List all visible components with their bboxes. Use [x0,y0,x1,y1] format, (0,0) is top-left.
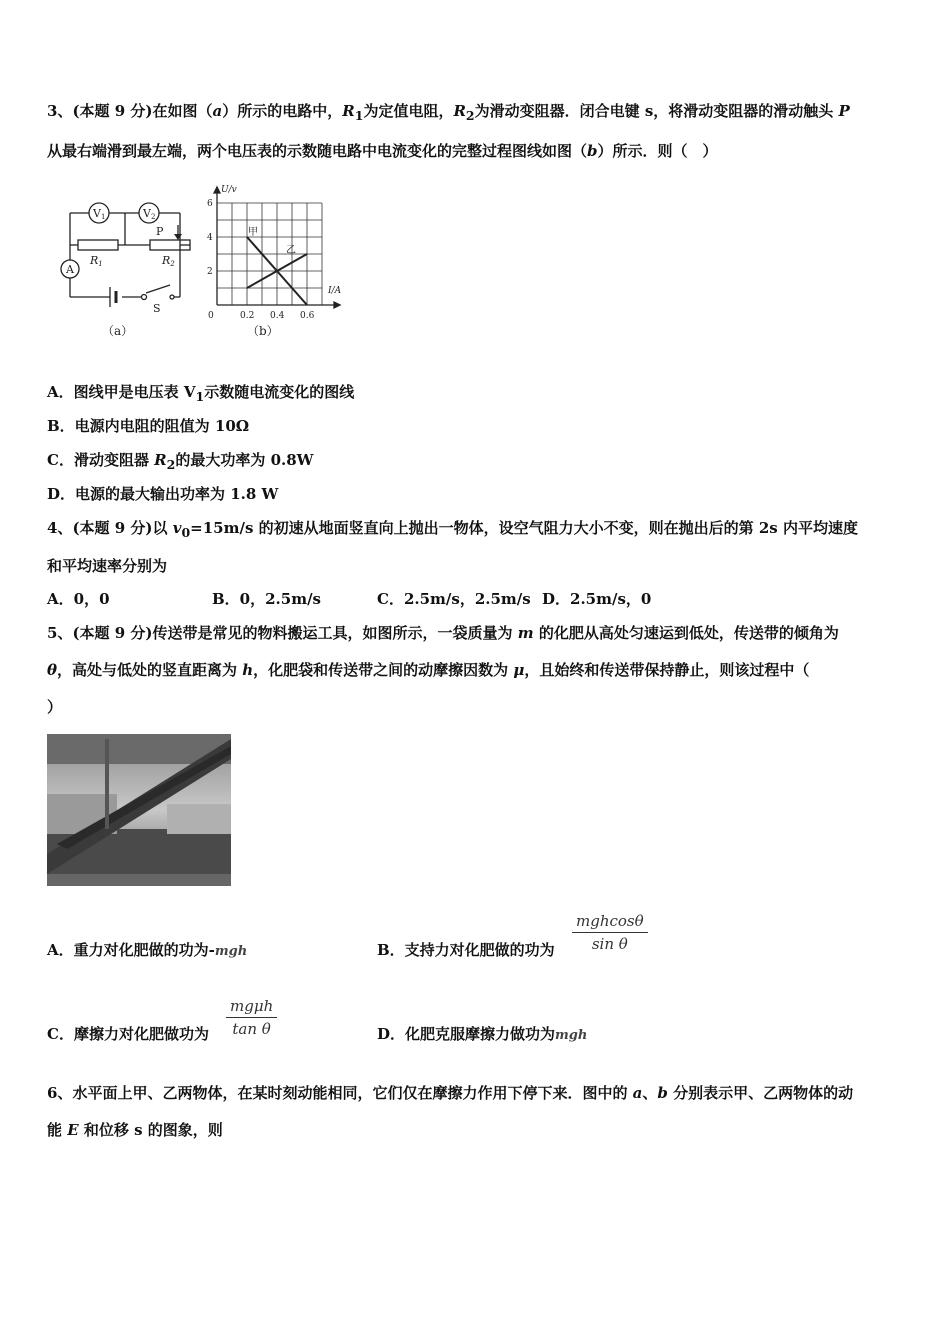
x-axis-arrow-icon [334,302,340,308]
q6-number: 6、 [47,1084,73,1102]
caption-b: （b） [247,324,279,338]
x-axis-label: I/A [328,286,342,296]
q3-option-b: B．电源内电阻的阻值为 10Ω [47,417,250,435]
y-axis-label: U/v [221,185,237,195]
caption-a: （a） [102,324,134,338]
q4-option-a: A．0，0 [47,590,110,608]
q3-number: 3、 [47,102,73,120]
y-tick-label: 4 [207,233,213,243]
q4-number: 4、 [47,519,73,537]
q3-option-d: D．电源的最大输出功率为 1.8 W [47,485,279,503]
q5-option-a: A．重力对化肥做的功为-mgh [47,941,248,959]
y-tick-label: 2 [207,267,213,277]
x-tick-label: 0.4 [270,311,285,321]
y-axis-arrow-icon [214,187,220,193]
slider-arrow-icon [174,234,182,240]
series-label-yi: 乙 [286,244,296,256]
conveyor-belt-photo [47,734,231,886]
svg-text:R1: R1 [90,254,103,268]
q5-option-c: C．摩擦力对化肥做功为 [47,1025,209,1043]
q5-option-d: D．化肥克服摩擦力做功为mgh [377,1025,588,1043]
circuit-diagram [50,185,200,345]
q5-line-3: ） [47,698,63,716]
q4-option-d: D．2.5m/s，0 [542,590,652,608]
svg-text:R2: R2 [162,254,175,268]
q5-line-1: 5、(本题 9 分)传送带是常见的物料搬运工具，如图所示，一袋质量为 m 的化肥从高处匀速运到低处，传送带的倾角为 [47,624,839,642]
series-label-jia: 甲 [248,227,258,238]
y-tick-label: 6 [207,199,213,209]
q4-line-1: 4、(本题 9 分)以 $v_0=15m/s$ 的初速从地面竖直向上抛出一物体，设空气阻力大小不变，则在抛出后的第 2s 内平均速度 [47,519,858,540]
ui-graph [205,183,355,348]
label-ammeter: A [66,263,74,276]
x-tick-label: 0.2 [240,311,255,321]
q3-option-a: A．图线甲是电压表 $V_1$示数随电流变化的图线 [47,383,355,404]
q4-option-c: C．2.5m/s，2.5m/s [377,590,531,608]
q4-option-b: B．0，2.5m/s [212,590,322,608]
label-p: P [156,225,164,238]
q5-option-b-fraction: mghcosθ sin θ [572,912,648,953]
q5-number: 5、 [47,624,73,642]
q3-line-2: 从最右端滑到最左端，两个电压表的示数随电路中电流变化的完整过程图线如图（b）所示．则（ ） [47,142,718,160]
q6-line-1: 6、水平面上甲、乙两物体，在某时刻动能相同，它们仅在摩擦力作用下停下来．图中的 a、b 分别表示甲、乙两物体的动 [47,1084,854,1102]
q5-option-c-fraction: mgμh tan θ [226,997,277,1038]
x-tick-label: 0.6 [300,311,315,321]
label-switch: S [153,302,161,315]
q3-line-1: 3、(本题 9 分)在如图（a）所示的电路中，$R_1$为定值电阻，$R_2$为滑动变阻器．闭合电键 s，将滑动变阻器的滑动触头 P [47,102,850,123]
svg-text:V2: V2 [143,207,156,221]
q5-line-2: θ，高处与低处的竖直距离为 h，化肥袋和传送带之间的动摩擦因数为 μ，且始终和传送带保持静止，则该过程中（ [47,661,810,679]
q6-line-2: 能 E 和位移 s 的图象，则 [47,1121,223,1139]
svg-text:V1: V1 [93,207,106,221]
q3-option-c: C．滑动变阻器 $R_2$的最大功率为 0.8W [47,451,314,472]
q4-line-2: 和平均速率分别为 [47,557,168,575]
q5-option-b: B．支持力对化肥做的功为 [377,941,555,959]
origin-label: 0 [208,311,214,321]
